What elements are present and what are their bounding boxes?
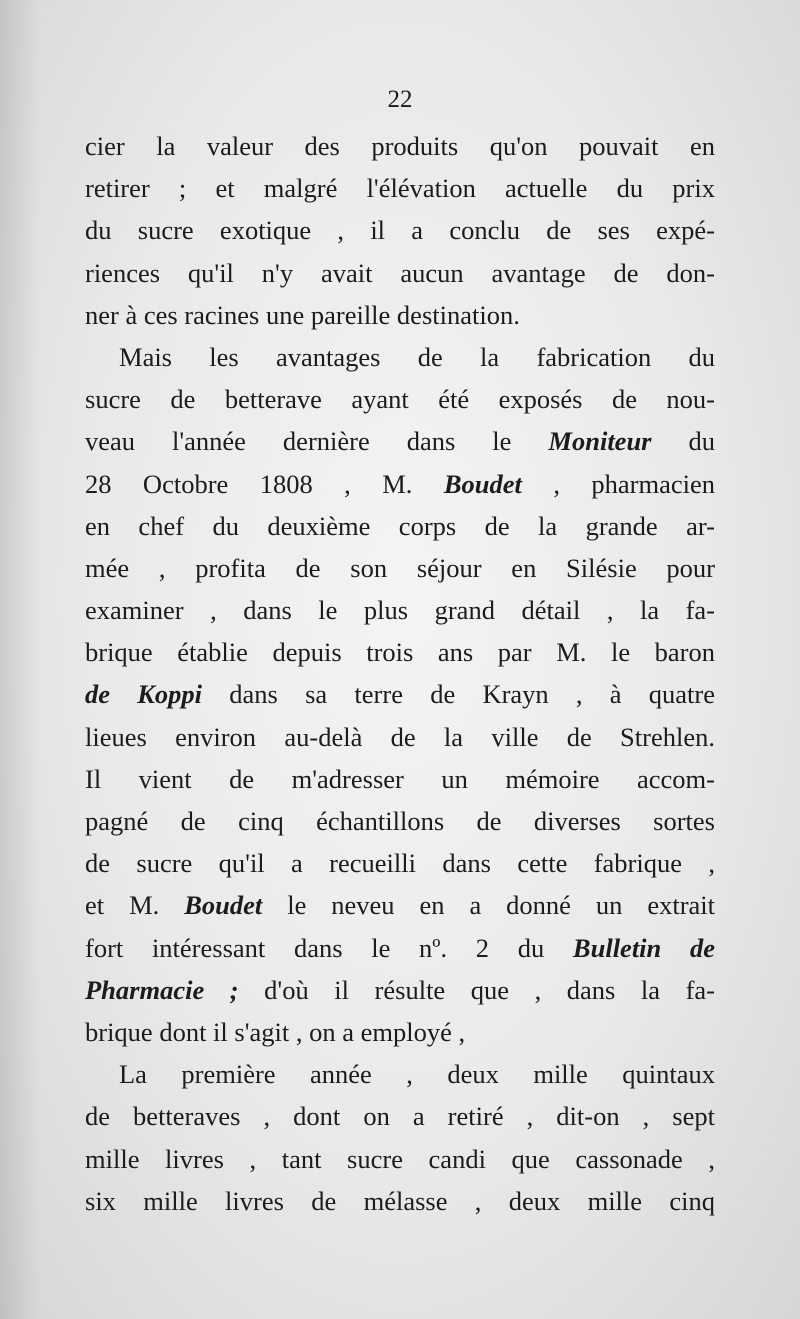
text-line: mée , profita de son séjour en Silésie pour (85, 552, 715, 583)
text-line: retirer ; et malgré l'élévation actuelle du prix (85, 173, 715, 204)
text-line: lieues environ au-delà de la ville de Strehlen. (85, 721, 715, 752)
text-line: brique dont il s'agit , on a employé , (85, 1016, 466, 1047)
text-line: brique établie depuis trois ans par M. le baron (85, 637, 715, 668)
text-line: sucre de betterave ayant été exposés de nou- (85, 384, 715, 415)
text-line: de betteraves , dont on a retiré , dit-on , sept (85, 1101, 715, 1132)
text-line: en chef du deuxième corps de la grande ar- (85, 510, 715, 541)
text-line: examiner , dans le plus grand détail , la fa- (85, 595, 715, 626)
text-line: Pharmacie ; d'où il résulte que , dans la fa- (85, 974, 715, 1005)
text-line: mille livres , tant sucre candi que cassonade , (85, 1143, 715, 1174)
text-line: riences qu'il n'y avait aucun avantage de don- (85, 257, 715, 288)
text-line: du sucre exotique , il a conclu de ses expé- (85, 215, 715, 246)
text-line: six mille livres de mélasse , deux mille cinq (85, 1185, 715, 1216)
text-line: veau l'année dernière dans le Moniteur du (85, 426, 715, 457)
text-line: Il vient de m'adresser un mémoire accom- (85, 763, 715, 794)
text-line: et M. Boudet le neveu en a donné un extrait (85, 890, 716, 921)
page-body-text (85, 125, 715, 1222)
text-line: Mais les avantages de la fabrication du (119, 341, 715, 372)
text-line: cier la valeur des produits qu'on pouvait en (85, 131, 715, 161)
text-line: 28 Octobre 1808 , M. Boudet , pharmacien (85, 468, 715, 499)
text-line: La première année , deux mille quintaux (119, 1059, 715, 1090)
page-number: 22 (387, 86, 413, 113)
text-line: fort intéressant dans le nº. 2 du Bulletin de (85, 932, 715, 963)
text-line: de Koppi dans sa terre de Krayn , à quatre (85, 679, 715, 710)
text-line: de sucre qu'il a recueilli dans cette fabrique , (85, 848, 715, 879)
text-line: ner à ces racines une pareille destination. (85, 299, 520, 330)
text-line: pagné de cinq échantillons de diverses sortes (85, 806, 715, 836)
